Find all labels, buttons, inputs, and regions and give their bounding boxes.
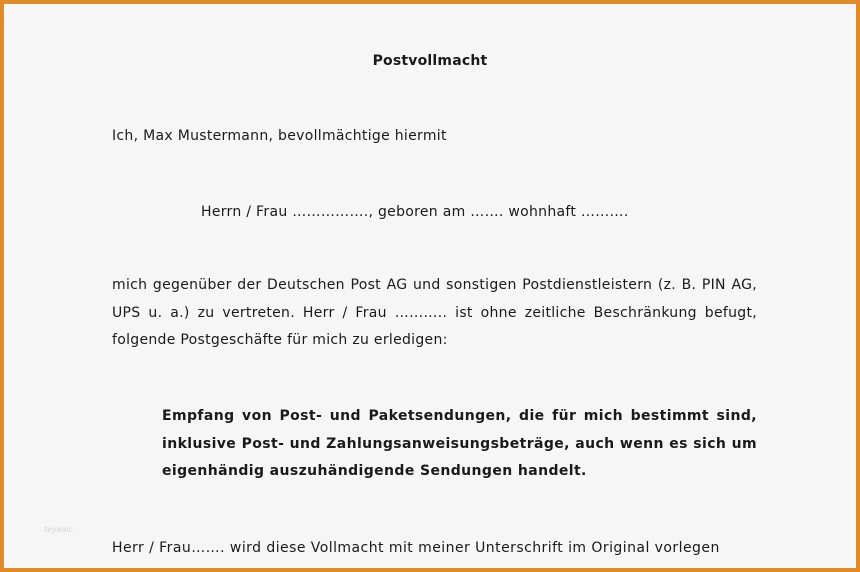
document-page xyxy=(8,8,852,564)
person-line: Herrn / Frau ……………., geboren am ……. wohnhaft ………. xyxy=(201,204,629,220)
watermark: teyxalc xyxy=(44,525,74,534)
closing-line: Herr / Frau……. wird diese Vollmacht mit meiner Unterschrift im Original vorlegen xyxy=(112,540,720,556)
bold-paragraph-tasks: Empfang von Post- und Paketsendungen, die für mich bestimmt sind, inklusive Post- und Zahlungsanweisungsbeträge, auch wenn es sich um eigenhändig auszuhändigende Sendungen handelt. xyxy=(162,408,757,479)
paragraph-representation: mich gegenüber der Deutschen Post AG und sonstigen Postdienstleistern (z. B. PIN AG, UPS u. a.) zu vertreten. Herr / Frau ……….. ist ohne zeitliche Beschränkung befugt, folgende Postgeschäfte für mich zu erledigen: xyxy=(112,277,757,348)
intro-line: Ich, Max Mustermann, bevollmächtige hiermit xyxy=(112,128,447,144)
document-title: Postvollmacht xyxy=(372,53,488,69)
